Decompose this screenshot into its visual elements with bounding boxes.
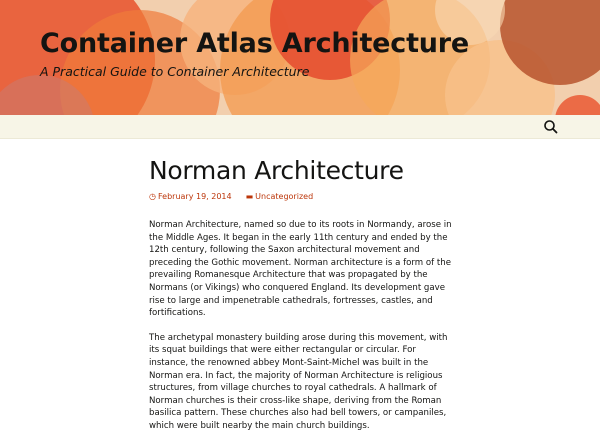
post-category[interactable]: [246, 192, 314, 201]
post-category-link[interactable]: Uncategorized: [255, 192, 314, 201]
search-button[interactable]: [542, 118, 560, 136]
folder-icon: ▬: [245, 192, 254, 201]
site-description: A Practical Guide to Container Architecture: [40, 64, 310, 79]
entry-paragraph-1: Norman Architecture, named so due to its roots in Normandy, arose in the Middle Ages. It began in the early 11th century and ended by the 12th century, following the Saxon architectural movement and preceding the Gothic movement. Norman architecture is a form of the prevailing Romanesque Architecture that was propagated by the Normans (or Vikings) who conquered England. Its development gave rise to large and impenetrable cathedrals, fortresses, castles, and fortifications.: [149, 220, 452, 319]
site-header: [0, 0, 600, 115]
entry-meta: [149, 192, 454, 201]
entry-title[interactable]: Norman Architecture: [149, 156, 404, 185]
search-icon: [542, 118, 560, 136]
clock-icon: ◷: [149, 192, 156, 201]
site-title[interactable]: Container Atlas Architecture: [40, 28, 470, 59]
navigation-bar: [0, 115, 600, 139]
main-content: [149, 154, 454, 433]
post-date[interactable]: [149, 192, 232, 201]
entry-paragraph-2: The archetypal monastery building arose during this movement, with its squat buildings that were either rectangular or circular. For instance, the renowned abbey Mont-Saint-Michel was built in the Norman era. In fact, the majority of Norman Architecture is religious structures, from village churches to royal cathedrals. A hallmark of Norman churches is their cross-like shape, deriving from the Roman basilica pattern. These churches also had bell towers, or campaniles, which were built nearby the main church buildings.: [149, 332, 448, 431]
post-date-link[interactable]: February 19, 2014: [157, 192, 232, 201]
